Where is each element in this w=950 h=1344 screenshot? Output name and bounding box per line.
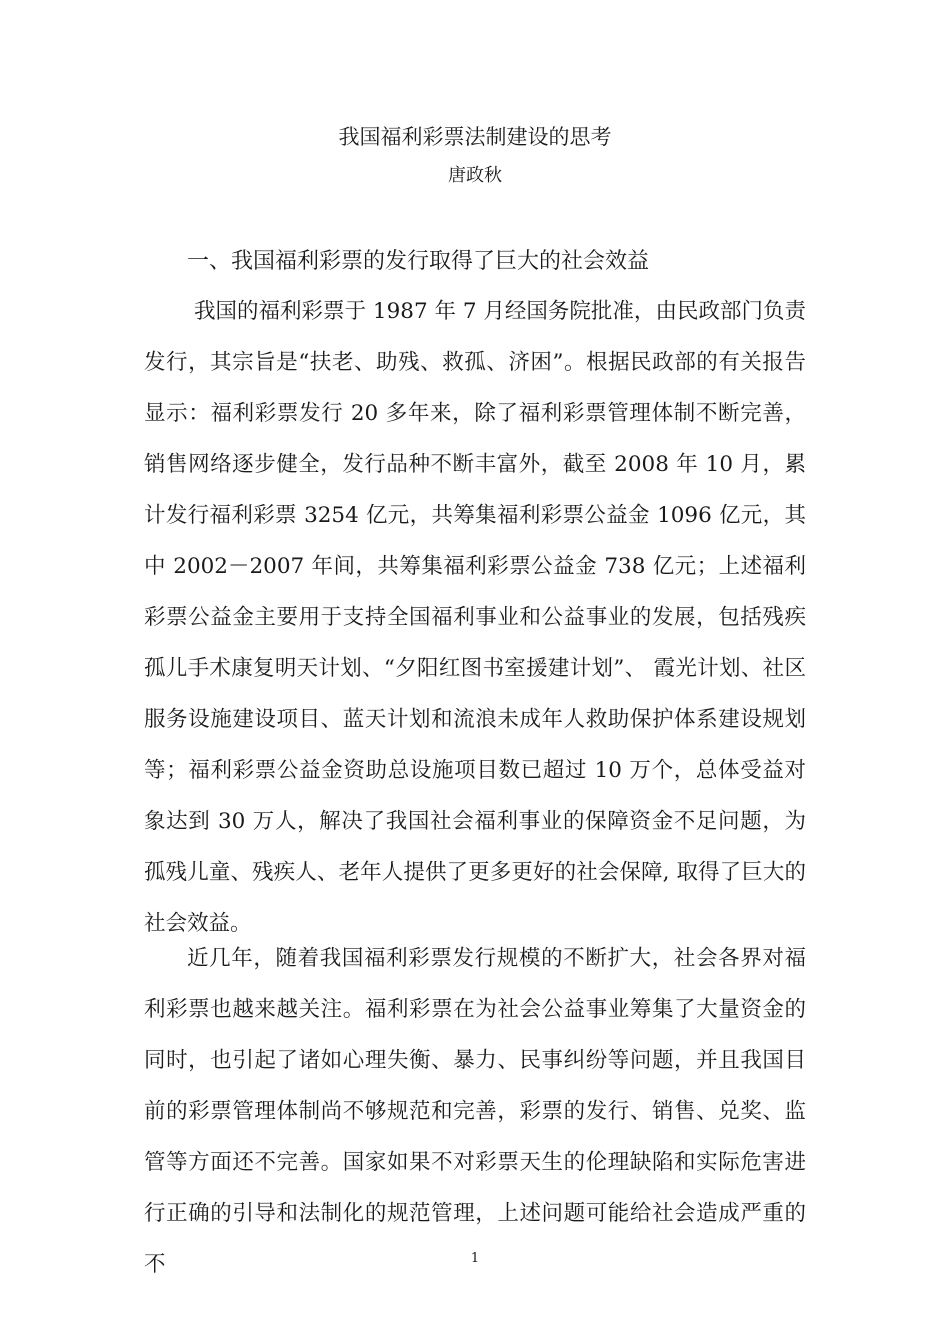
body-paragraph-2: 近几年，随着我国福利彩票发行规模的不断扩大，社会各界对福利彩票也越来越关注。福利彩票在为社会公益事业筹集了大量资金的同时，也引起了诸如心理失衡、暴力、民事纠纷等问题，并且我国目前的彩票管理体制尚不够规范和完善，彩票的发行、销售、兑奖、监管等方面还不完善。国家如果不对彩票天生的伦理缺陷和实际危害进行正确的引导和法制化的规范管理，上述问题可能给社会造成严重的不 bbox=[144, 946, 806, 1277]
body-paragraph-1: 我国的福利彩票于 1987 年 7 月经国务院批准，由民政部门负责发行，其宗旨是“扶老、助残、救孤、济困”。根据民政部的有关报告显示：福利彩票发行 20 多年来，除了福利彩票管理体制不断完善，销售网络逐步健全，发行品种不断丰富外，截至 2008 年 10 月，累计发行福利彩票 3254 亿元，共筹集福利彩票公益金 1096 亿元，其中 2002－2007 年间，共筹集福利彩票公益金 738 亿元；上述福利彩票公益金主要用于支持全国福利事业和公益事业的发展，包括残疾孤儿手术康复明天计划、“夕阳红图书室援建计划”、 霞光计划、社区服务设施建设项目、蓝天计划和流浪未成年人救助保护体系建设规划等；福利彩票公益金资助总设施项目数已超过 10 万个，总体受益对象达到 30 万人，解决了我国社会福利事业的保障资金不足问题，为孤残儿童、残疾人、老年人提供了更多更好的社会保障, 取得了巨大的社会效益。 bbox=[144, 299, 806, 936]
page-number: 1 bbox=[470, 1251, 480, 1266]
section-heading: 一、我国福利彩票的发行取得了巨大的社会效益 bbox=[187, 249, 650, 274]
document-author: 唐政秋 bbox=[448, 165, 502, 186]
document-title: 我国福利彩票法制建设的思考 bbox=[338, 125, 612, 149]
